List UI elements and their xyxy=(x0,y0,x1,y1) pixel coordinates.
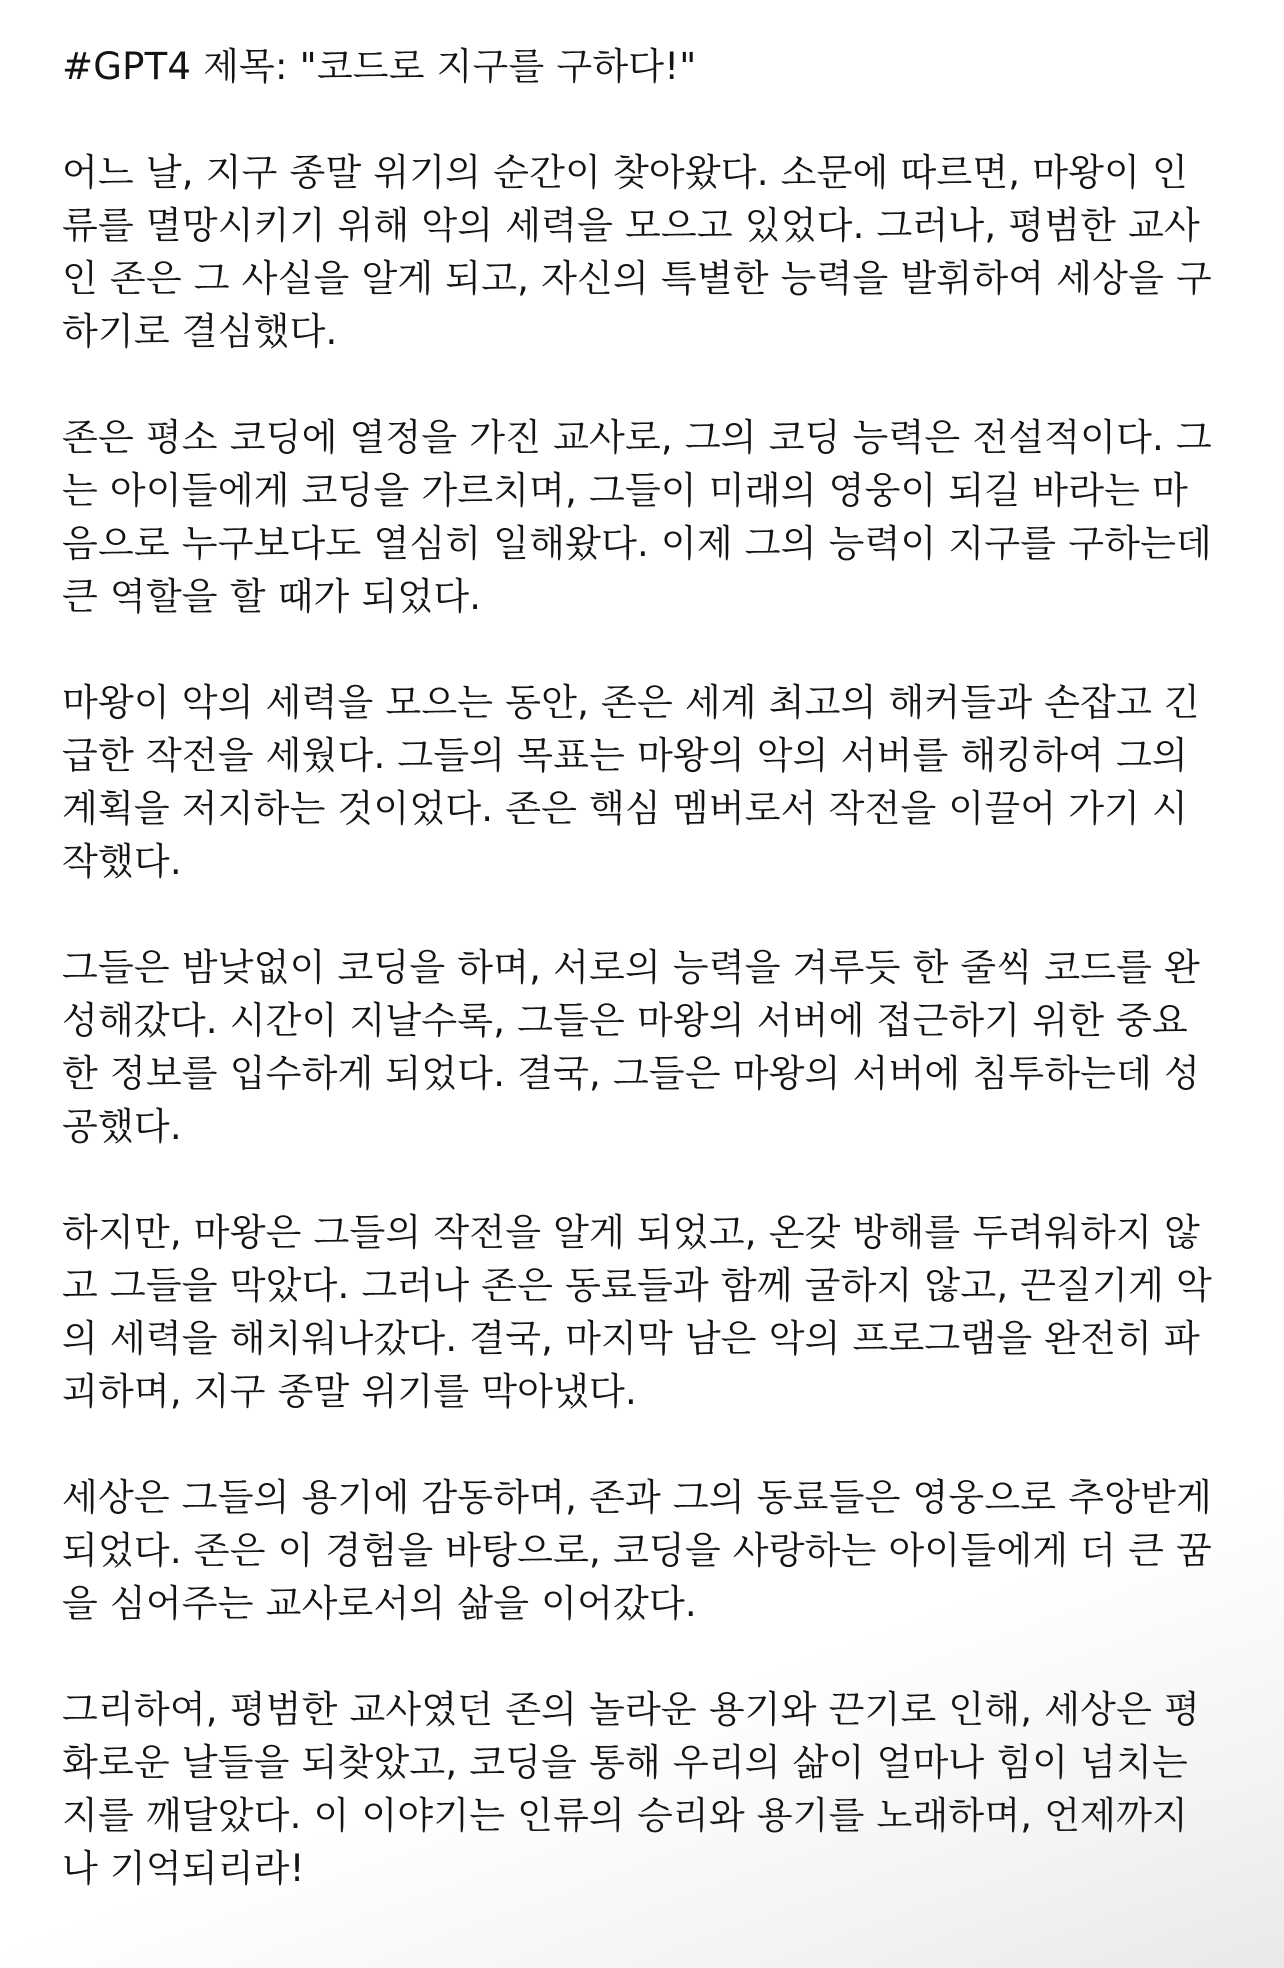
story-paragraph-4: 그들은 밤낮없이 코딩을 하며, 서로의 능력을 겨루듯 한 줄씩 코드를 완성해갔다. 시간이 지날수록, 그들은 마왕의 서버에 접근하기 위한 중요한 정보를 입수하게 되었다. 결국, 그들은 마왕의 서버에 침투하는데 성공했다. xyxy=(62,946,1200,1148)
story-paragraph-6: 세상은 그들의 용기에 감동하며, 존과 그의 동료들은 영웅으로 추앙받게 되었다. 존은 이 경험을 바탕으로, 코딩을 사랑하는 아이들에게 더 큰 꿈을 심어주는 교사로서의 삶을 이어갔다. xyxy=(62,1476,1212,1625)
story-paragraph-3: 마왕이 악의 세력을 모으는 동안, 존은 세계 최고의 해커들과 손잡고 긴급한 작전을 세웠다. 그들의 목표는 마왕의 악의 서버를 해킹하여 그의 계획을 저지하는 것이었다. 존은 핵심 멤버로서 작전을 이끌어 가기 시작했다. xyxy=(62,681,1200,883)
story-paragraph-1: 어느 날, 지구 종말 위기의 순간이 찾아왔다. 소문에 따르면, 마왕이 인류를 멸망시키기 위해 악의 세력을 모으고 있었다. 그러나, 평범한 교사인 존은 그 사실을 알게 되고, 자신의 특별한 능력을 발휘하여 세상을 구하기로 결심했다. xyxy=(62,151,1212,353)
post-title: #GPT4 제목: "코드로 지구를 구하다!" xyxy=(62,45,697,88)
post-body xyxy=(62,40,1222,1895)
story-paragraph-2: 존은 평소 코딩에 열정을 가진 교사로, 그의 코딩 능력은 전설적이다. 그는 아이들에게 코딩을 가르치며, 그들이 미래의 영웅이 되길 바라는 마음으로 누구보다도 열심히 일해왔다. 이제 그의 능력이 지구를 구하는데 큰 역할을 할 때가 되었다. xyxy=(62,416,1212,618)
story-paragraph-7: 그리하여, 평범한 교사였던 존의 놀라운 용기와 끈기로 인해, 세상은 평화로운 날들을 되찾았고, 코딩을 통해 우리의 삶이 얼마나 힘이 넘치는지를 깨달았다. 이 이야기는 인류의 승리와 용기를 노래하며, 언제까지나 기억되리라! xyxy=(62,1688,1200,1890)
story-paragraph-5: 하지만, 마왕은 그들의 작전을 알게 되었고, 온갖 방해를 두려워하지 않고 그들을 막았다. 그러나 존은 동료들과 함께 굴하지 않고, 끈질기게 악의 세력을 해치워나갔다. 결국, 마지막 남은 악의 프로그램을 완전히 파괴하며, 지구 종말 위기를 막아냈다. xyxy=(62,1211,1212,1413)
